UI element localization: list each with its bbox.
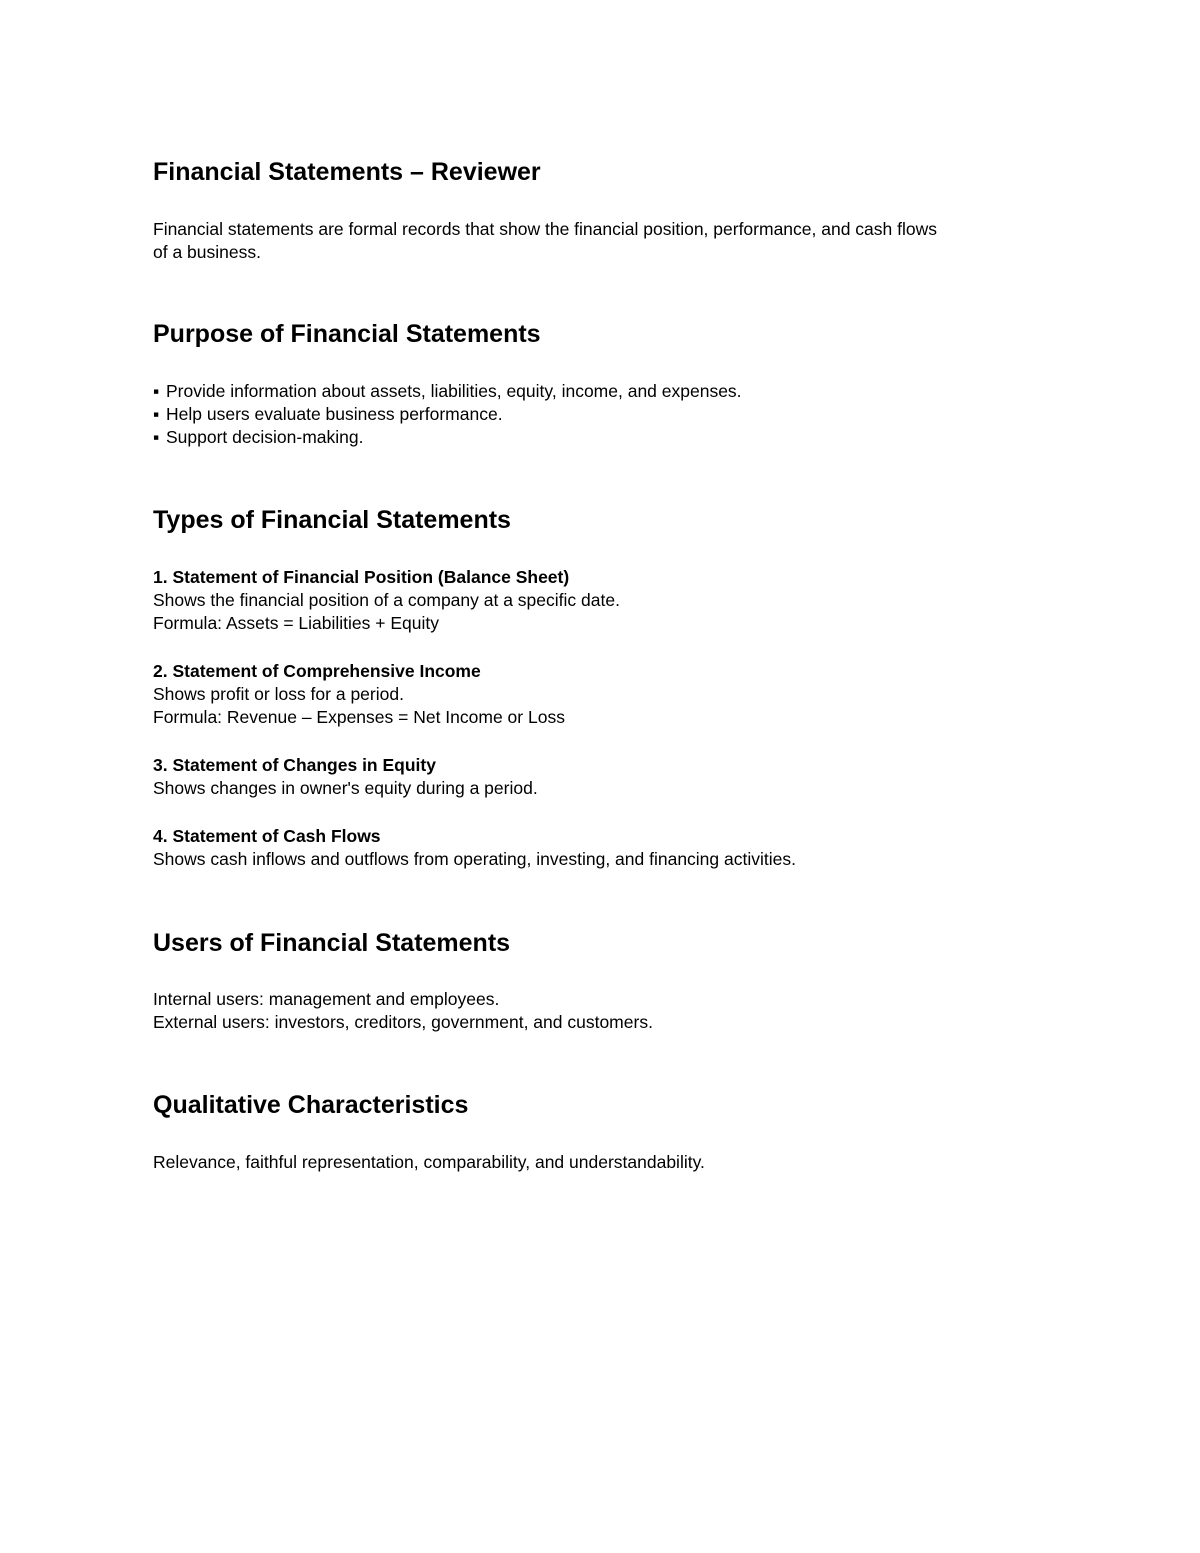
type-item-description: Shows cash inflows and outflows from operating, investing, and financing activities.: [153, 849, 796, 869]
type-item-description: Shows changes in owner's equity during a period.: [153, 778, 538, 798]
purpose-heading: Purpose of Financial Statements: [153, 320, 541, 348]
bullet-icon: ▪: [153, 427, 160, 447]
type-item: [153, 660, 1053, 729]
external-users-line: External users: investors, creditors, government, and customers.: [153, 1012, 653, 1032]
type-item-title: 2. Statement of Comprehensive Income: [153, 661, 481, 681]
list-item: [153, 426, 1053, 449]
type-item-description: Shows profit or loss for a period.: [153, 684, 404, 704]
users-paragraph: [153, 988, 1053, 1034]
list-item-text: Help users evaluate business performance.: [166, 404, 503, 424]
type-item-title: 1. Statement of Financial Position (Balance Sheet): [153, 567, 570, 587]
type-item-formula: Formula: Revenue – Expenses = Net Income or Loss: [153, 707, 565, 727]
intro-paragraph: [153, 218, 1053, 264]
types-heading: Types of Financial Statements: [153, 506, 511, 534]
type-item: [153, 566, 1053, 635]
list-item: [153, 380, 1053, 403]
qualitative-heading: Qualitative Characteristics: [153, 1091, 469, 1119]
qualitative-paragraph: Relevance, faithful representation, comparability, and understandability.: [153, 1152, 705, 1172]
bullet-icon: ▪: [153, 381, 160, 401]
intro-line: Financial statements are formal records that show the financial position, performance, and cash flows: [153, 219, 937, 239]
type-item-title: 3. Statement of Changes in Equity: [153, 755, 436, 775]
type-item: [153, 825, 1053, 871]
type-item-description: Shows the financial position of a company at a specific date.: [153, 590, 620, 610]
intro-line: of a business.: [153, 242, 261, 262]
users-heading: Users of Financial Statements: [153, 929, 511, 957]
internal-users-line: Internal users: management and employees.: [153, 989, 500, 1009]
bullet-icon: ▪: [153, 404, 160, 424]
list-item-text: Provide information about assets, liabilities, equity, income, and expenses.: [166, 381, 742, 401]
type-item-title: 4. Statement of Cash Flows: [153, 826, 381, 846]
type-item: [153, 754, 1053, 800]
document-title: Financial Statements – Reviewer: [153, 158, 541, 186]
list-item: [153, 403, 1053, 426]
list-item-text: Support decision-making.: [166, 427, 364, 447]
type-item-formula: Formula: Assets = Liabilities + Equity: [153, 613, 439, 633]
purpose-list: [153, 380, 1053, 449]
